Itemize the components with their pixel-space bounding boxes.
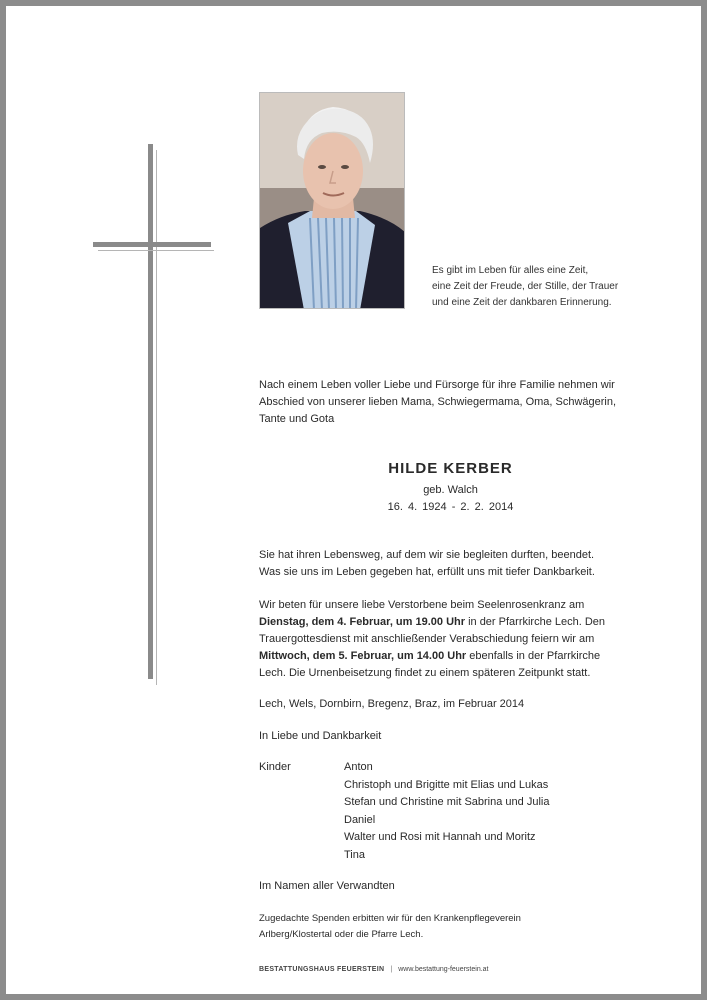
footer [259, 966, 489, 973]
kinder-label: Kinder [259, 761, 291, 773]
intro-paragraph [259, 377, 629, 428]
paragraph-line: Lech. Die Urnenbeisetzung findet zu einem späteren Zeitpunkt statt. [259, 667, 591, 679]
donations-line: Zugedachte Spenden erbitten wir für den Krankenpflegeverein [259, 913, 521, 924]
paragraph-line: Sie hat ihren Lebensweg, auf dem wir sie begleiten durften, beendet. [259, 549, 595, 561]
intro-line: Abschied von unserer lieben Mama, Schwiegermama, Oma, Schwägerin, [259, 396, 617, 408]
paragraph-lifepath [259, 547, 629, 581]
intro-line: Nach einem Leben voller Liebe und Fürsorge für ihre Familie nehmen wir [259, 379, 615, 391]
paragraph-line [259, 648, 629, 665]
kinder-name: Daniel [344, 813, 376, 826]
intro-line: Tante und Gota [259, 413, 335, 425]
paragraph-services [259, 597, 629, 682]
cross-vertical-shadow [156, 150, 157, 685]
kinder-name: Stefan und Christine mit Sabrina und Julia [344, 796, 550, 808]
paragraph-line: Wir beten für unsere liebe Verstorbene beim Seelenrosenkranz am [259, 599, 585, 611]
life-dates: 16. 4. 1924 - 2. 2. 2014 [387, 501, 514, 513]
cross-horizontal-shadow [98, 250, 214, 251]
quote-line: Es gibt im Leben für alles eine Zeit, [432, 265, 589, 276]
quote-line: und eine Zeit der dankbaren Erinnerung. [432, 297, 612, 308]
places-line: Lech, Wels, Dornbirn, Bregenz, Braz, im Februar 2014 [259, 698, 525, 710]
quote-line: eine Zeit der Freude, der Stille, der Trauer [432, 281, 619, 292]
deceased-name: HILDE KERBER [388, 460, 513, 477]
birth-name: geb. Walch [423, 484, 478, 496]
cross-horizontal-bar [93, 242, 211, 247]
donations-note [259, 911, 629, 943]
closing-line: In Liebe und Dankbarkeit [259, 730, 382, 742]
funeral-date: Mittwoch, dem 5. Februar, um 14.00 Uhr [259, 650, 467, 662]
kinder-name: Walter und Rosi mit Hannah und Moritz [344, 831, 536, 843]
quote-block [432, 263, 662, 311]
kinder-name: Christoph und Brigitte mit Elias und Lukas [344, 778, 549, 791]
footer-url[interactable]: www.bestattung-feuerstein.at [398, 966, 489, 973]
cross-vertical-bar [148, 144, 153, 679]
kinder-name: Anton [344, 761, 373, 773]
paragraph-line: Was sie uns im Leben gegeben hat, erfüllt uns mit tiefer Dankbarkeit. [259, 566, 595, 578]
relatives-line: Im Namen aller Verwandten [259, 880, 395, 892]
donations-line: Arlberg/Klostertal oder die Pfarre Lech. [259, 929, 424, 940]
kinder-name: Tina [344, 848, 365, 861]
paragraph-text: ebenfalls in der Pfarrkirche [466, 650, 601, 662]
kinder-list [344, 759, 549, 864]
rosary-date: Dienstag, dem 4. Februar, um 19.00 Uhr [259, 616, 466, 628]
paragraph-text: in der Pfarrkirche Lech. Den [465, 616, 606, 628]
paragraph-line: Trauergottesdienst mit anschließender Verabschiedung feiern wir am [259, 633, 595, 645]
footer-separator: | [390, 966, 393, 973]
paragraph-line [259, 614, 629, 631]
portrait-photo [259, 92, 405, 309]
footer-firm: BESTATTUNGSHAUS FEUERSTEIN [259, 966, 385, 973]
